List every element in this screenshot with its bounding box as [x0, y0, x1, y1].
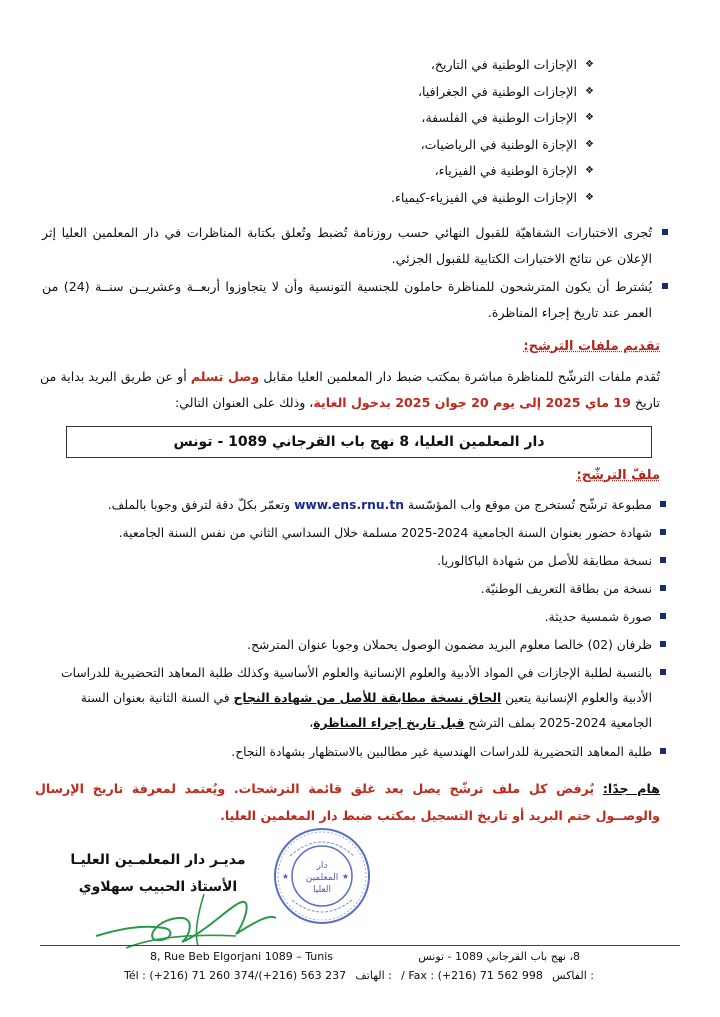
list-item: ❖ الإجازات الوطنية في الفيزياء-كيمياء. — [174, 185, 594, 212]
list-item: ظرفان (02) خالصا معلوم البريد مضمون الوصول يحملان وجوبا عنوان المترشح. — [42, 633, 652, 657]
diamond-bullet-icon: ❖ — [585, 165, 594, 177]
svg-text:العليا: العليا — [312, 885, 332, 895]
svg-text:★: ★ — [341, 872, 349, 881]
footer-contacts: Tél : (+216) 71 260 374/(+216) 563 237 : الهاتف / Fax : (+216) 71 562 998 : الفاكس — [124, 969, 594, 982]
list-item: ❖ الإجازات الوطنية في الجغرافيا، — [174, 79, 594, 106]
eligibility-paragraph: يُشترط أن يكون المترشحون للمناظرة حاملون للجنسية التونسية وأن لا يتجاوزوا أربعــة وعشريــن سنــة (24) من العمر عند تاريخ إجراء المناظرة. — [42, 274, 652, 326]
diamond-bullet-icon: ❖ — [585, 112, 594, 124]
list-item: شهادة حضور بعنوان السنة الجامعية 2024-2025 مسلمة خلال السداسي الثاني من نفس السنة الجامعية. — [42, 521, 652, 545]
official-stamp-icon — [272, 826, 372, 926]
footer-address: 8, Rue Beb Elgorjani 1089 – Tunis 8، نهج باب القرجاني 1089 - تونس — [150, 950, 580, 963]
svg-text:المعلمين: المعلمين — [305, 873, 339, 883]
list-item: نسخة من بطاقة التعريف الوطنيّة. — [42, 577, 652, 601]
file-title: ملفّ الترشّح: — [576, 468, 660, 483]
square-bullet-icon — [660, 585, 666, 591]
list-item: مطبوعة ترشّح تُستخرج من موقع واب المؤسّسة www.ens.rnu.tn وتعمّر بكلّ دقة لترفق وجوبا بالملف. — [42, 493, 652, 517]
list-item: ❖ الإجازات الوطنية في الفلسفة، — [174, 105, 594, 132]
square-bullet-icon — [662, 283, 668, 289]
svg-text:★: ★ — [281, 872, 289, 881]
website-link[interactable]: www.ens.rnu.tn — [294, 498, 404, 512]
file-items-list — [42, 493, 652, 768]
submission-paragraph: تُقدم ملفات الترشّح للمناظرة مباشرة بمكتب ضبط دار المعلمين العليا مقابل وصل تسلم أو عن طريق البريد بداية من تاريخ 19 ماي 2025 إلى يوم 20 جوان 2025 بدخول الغاية، وذلك على العنوان التالي: — [40, 369, 660, 410]
address-box: دار المعلمين العليا، 8 نهج باب القرجاني 1089 - تونس — [66, 426, 652, 458]
submission-title: تقديم ملفات الترشح: — [523, 339, 660, 354]
footer-divider — [40, 945, 680, 946]
square-bullet-icon — [662, 229, 668, 235]
degrees-list — [174, 52, 594, 211]
list-item: طلبة المعاهد التحضيرية للدراسات الهندسية غير مطالبين بالاستظهار بشهادة النجاح. — [42, 740, 652, 764]
list-item: نسخة مطابقة للأصل من شهادة الباكالوريا. — [42, 549, 652, 573]
svg-text:دار: دار — [316, 861, 328, 871]
director-name: الأستاذ الحبيب سهلاوي — [78, 879, 238, 895]
list-item: ❖ الإجازة الوطنية في الفيزياء، — [174, 158, 594, 185]
square-bullet-icon — [660, 748, 666, 754]
square-bullet-icon — [660, 641, 666, 647]
list-item: بالنسبة لطلبة الإجازات في المواد الأدبية والعلوم الإنسانية والعلوم الأساسية وكذلك طلبة المعاهد التحضيرية للدراسات الأدبية والعلوم الإنسانية يتعين الحاق نسخة مطابقة للأصل من شهادة النجاح في السنة الثانية بعنوان السنة الجامعية 2024-2025 بملف الترشح قبل تاريخ إجراء المناظرة، — [42, 661, 652, 736]
square-bullet-icon — [660, 557, 666, 563]
square-bullet-icon — [660, 613, 666, 619]
diamond-bullet-icon: ❖ — [585, 138, 594, 150]
list-item: ❖ الإجازات الوطنية في التاريخ، — [174, 52, 594, 79]
diamond-bullet-icon: ❖ — [585, 59, 594, 71]
list-item: صورة شمسية حديثة. — [42, 605, 652, 629]
important-note: هام جدًا: يُرفض كل ملف ترشّح يصل بعد غلق قائمة الترشحات. ويُعتمد لمعرفة تاريخ الإرسال والوصــول ختم البريد أو تاريخ التسجيل بمكتب ضبط دار المعلمين العليا. — [35, 781, 661, 823]
diamond-bullet-icon: ❖ — [585, 85, 594, 97]
square-bullet-icon — [660, 529, 666, 535]
diamond-bullet-icon: ❖ — [585, 191, 594, 203]
square-bullet-icon — [660, 669, 666, 675]
oral-exams-paragraph: تُجرى الاختبارات الشفاهيّة للقبول النهائي حسب روزنامة تُضبط وتُعلق بكتابة المناظرات في دار المعلمين العليا إثر الإعلان عن نتائج الاختبارات الكتابية للقبول الجزئي. — [42, 220, 652, 272]
director-title: مديـر دار المعلمـين العليـا — [70, 852, 246, 868]
list-item: ❖ الإجازة الوطنية في الرياضيات، — [174, 132, 594, 159]
square-bullet-icon — [660, 501, 666, 507]
